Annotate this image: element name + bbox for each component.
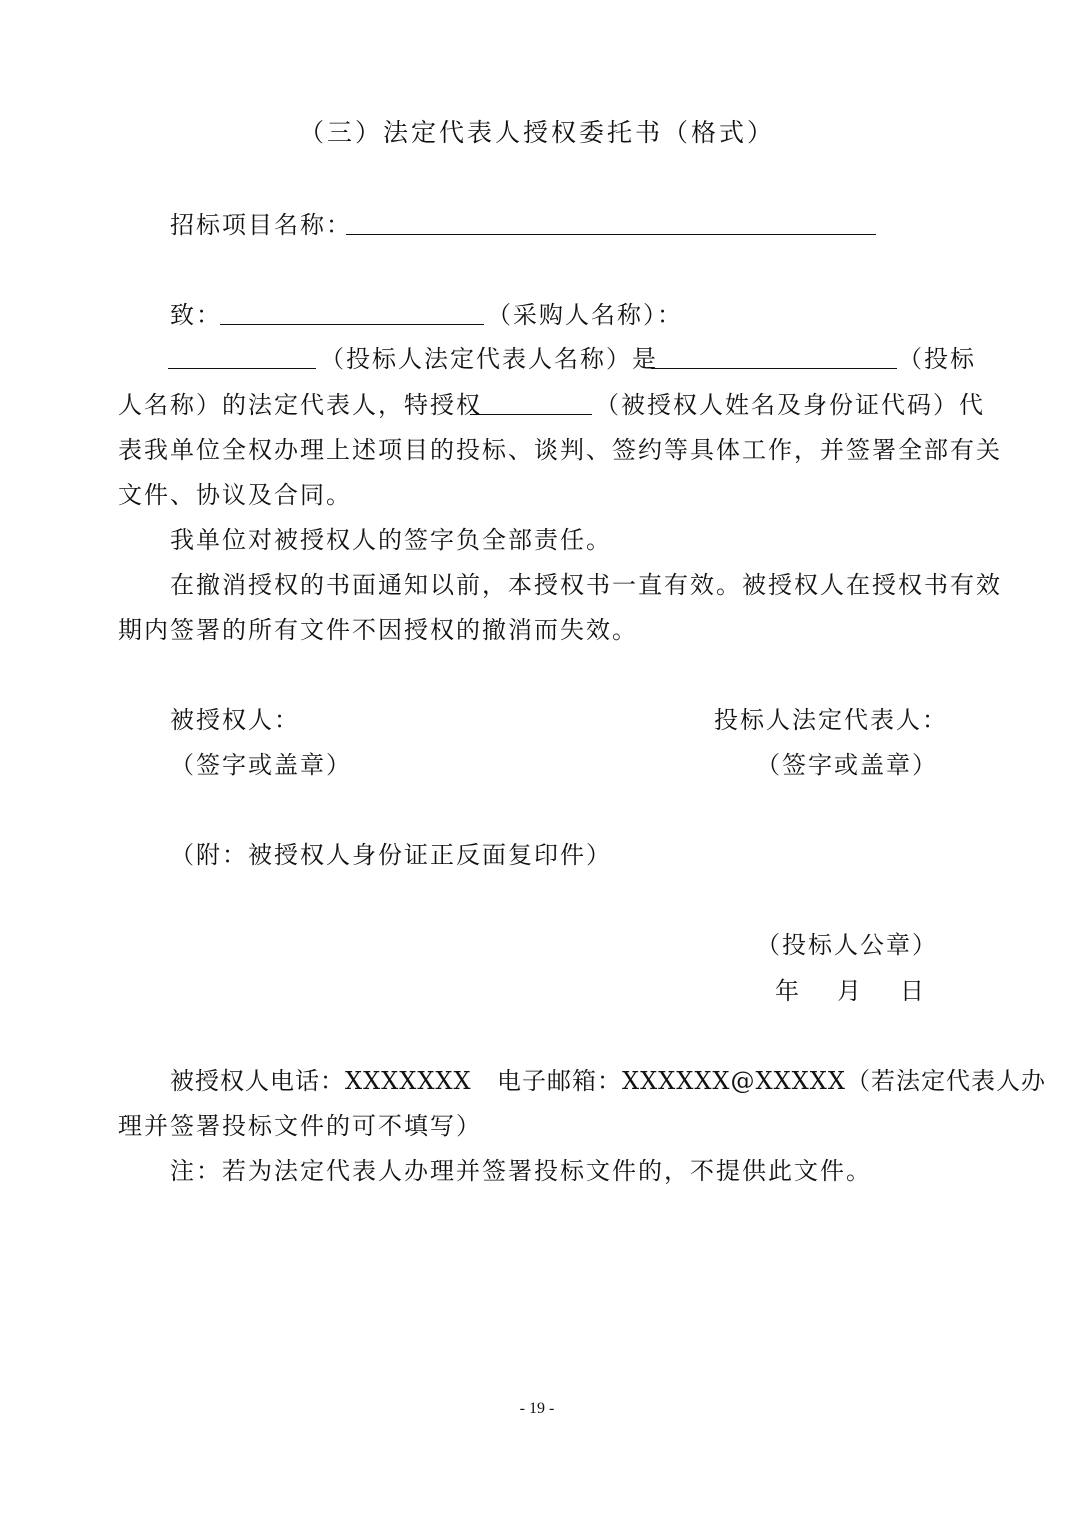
line2-part-b: （被授权人姓名及身份证代码）代 <box>595 391 985 419</box>
final-note: 注：若为法定代表人办理并签署投标文件的，不提供此文件。 <box>170 1157 872 1185</box>
validity-text-end: 期内签署的所有文件不因授权的撤消而失效。 <box>118 616 638 644</box>
authorized-person-blank <box>470 390 592 415</box>
project-name-label: 招标项目名称： <box>170 211 352 239</box>
line2-part-a: 人名称）的法定代表人，特授权 <box>118 391 482 419</box>
page-title: （三）法定代表人授权委托书（格式） <box>298 118 775 147</box>
email-field: 电子邮箱：XXXXXX@XXXXX（若法定代表人办 <box>497 1067 1046 1095</box>
validity-text: 在撤消授权的书面通知以前，本授权书一直有效。被授权人在授权书有效 <box>170 571 1002 599</box>
project-name-blank <box>346 210 876 235</box>
paragraph-1-text: 表我单位全权办理上述项目的投标、谈判、签约等具体工作，并签署全部有关 <box>118 436 1002 464</box>
phone-field: 被授权人电话：XXXXXXX <box>170 1067 472 1095</box>
paragraph-1-end: 文件、协议及合同。 <box>118 481 352 509</box>
purchaser-note: （采购人名称）： <box>487 301 683 329</box>
to-label: 致： <box>170 301 222 329</box>
bidder-name-blank <box>651 344 897 369</box>
date-day: 日 <box>900 977 926 1005</box>
purchaser-blank <box>220 300 484 325</box>
date-month: 月 <box>837 977 863 1005</box>
legal-rep-sign-hint: （签字或盖章） <box>756 751 938 779</box>
legal-rep-blank <box>168 344 316 369</box>
bidder-note-open: （投标 <box>898 345 976 373</box>
contact-note: 理并签署投标文件的可不填写） <box>118 1112 482 1140</box>
responsibility-statement: 我单位对被授权人的签字负全部责任。 <box>170 526 612 554</box>
attachment-note: （附：被授权人身份证正反面复印件） <box>170 841 612 869</box>
page-number: - 19 - <box>519 1400 555 1417</box>
date-year: 年 <box>775 977 801 1005</box>
legal-rep-label: 投标人法定代表人： <box>714 706 948 734</box>
authorized-person-label: 被授权人： <box>170 706 300 734</box>
authorized-person-sign-hint: （签字或盖章） <box>170 751 352 779</box>
legal-rep-note: （投标人法定代表人名称）是 <box>320 345 658 373</box>
bidder-seal: （投标人公章） <box>756 931 938 959</box>
